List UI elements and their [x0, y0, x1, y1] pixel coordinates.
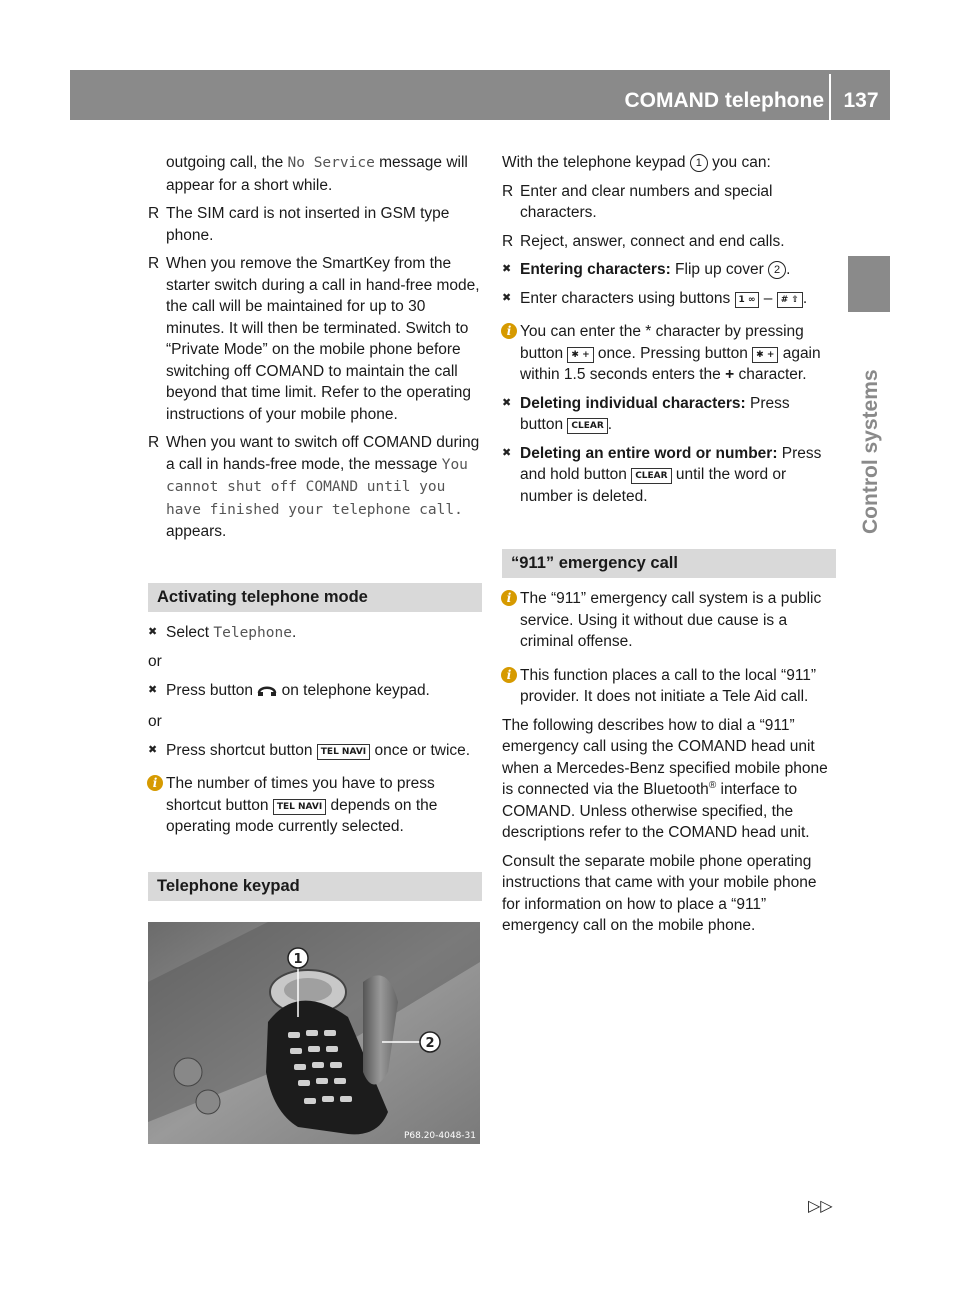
clear-key-icon: CLEAR — [567, 418, 607, 434]
section-heading: Telephone keypad — [148, 872, 482, 901]
callout-1-inline: 1 — [690, 154, 708, 172]
or-text: or — [148, 653, 162, 670]
action-step: ✖ Select Telephone. — [148, 623, 297, 641]
sidebar-section-label: Control systems — [859, 369, 882, 534]
telephone-keypad-photo — [148, 922, 480, 1144]
callout-1: 1 — [293, 952, 303, 967]
keypad-intro: With the telephone keypad 1 you can: — [502, 154, 771, 171]
info-note: i You can enter the * character by pressing button ✱ + once. Pressing button ✱ + again within 1.5 seconds enters the + character. — [502, 321, 836, 386]
action-step: ✖ Entering characters: Flip up cover 2 . — [502, 261, 791, 278]
action-step: ✖ Press button on telephone keypad. — [148, 680, 482, 705]
tel-navi-key-icon: TEL NAVI — [317, 744, 370, 760]
section-heading: “911” emergency call — [502, 549, 836, 578]
bullet-item: R Enter and clear numbers and special characters. — [502, 182, 773, 221]
right-column — [502, 152, 836, 944]
info-note: i The number of times you have to press shortcut button TEL NAVI depends on the operating mode currently selected. — [148, 773, 482, 838]
page-number: 137 — [843, 89, 879, 112]
phone-receiver-icon — [257, 682, 277, 705]
tel-navi-key-icon: TEL NAVI — [273, 799, 326, 815]
bullet-item: R Reject, answer, connect and end calls. — [502, 232, 785, 250]
info-note: i This function places a call to the local “911” provider. It does not initiate a Tele Aid call. — [502, 665, 836, 708]
or-text: or — [148, 713, 162, 730]
bullet-item: R The SIM card is not inserted in GSM type phone. — [148, 205, 450, 244]
info-icon: i — [501, 590, 517, 606]
action-step: ✖ Enter characters using buttons 1 ∞ – # ⇧ . — [502, 289, 808, 307]
clear-key-icon: CLEAR — [631, 468, 671, 484]
intro-paragraph: outgoing call, the No Service message will appear for a short while. — [166, 154, 468, 194]
header-divider — [829, 74, 831, 120]
info-note: i The “911” emergency call system is a public service. Using it without due cause is a criminal offense. — [502, 588, 836, 653]
info-icon: i — [147, 775, 163, 791]
key-hash-icon: # ⇧ — [777, 292, 803, 308]
callout-2-inline: 2 — [768, 261, 786, 279]
photo-reference-code: P68.20-4048-31 — [403, 1131, 476, 1141]
continue-marker: ▷▷ — [808, 1198, 833, 1215]
info-icon: i — [501, 323, 517, 339]
page-header-title: COMAND telephone — [624, 89, 824, 112]
action-step: ✖ Press shortcut button TEL NAVI once or twice. — [148, 741, 471, 759]
left-column — [148, 152, 482, 911]
section-heading: Activating telephone mode — [148, 583, 482, 612]
bullet-item: R When you remove the SmartKey from the starter switch during a call in hand-free mode, the call will be maintained for up to 30 minutes. It will then be terminated. Switch to “Private Mode” on the mobile phone before switching off COMAND to maintain the call beyond that time limit. Refer to the operating instructions of your mobile phone. — [148, 255, 480, 423]
star-key-icon: ✱ + — [567, 347, 593, 363]
star-key-icon: ✱ + — [752, 347, 778, 363]
action-step: ✖ Deleting individual characters: Press button CLEAR . — [502, 394, 790, 433]
body-paragraph: Consult the separate mobile phone operating instructions that came with your mobile phone for information on how to place a “911” emergency call on the mobile phone. — [502, 852, 817, 934]
info-icon: i — [501, 667, 517, 683]
bullet-item: R When you want to switch off COMAND during a call in hands-free mode, the message You cannot shut off COMAND until you have finished your telephone call. appears. — [148, 434, 480, 540]
action-step: ✖ Deleting an entire word or number: Press and hold button CLEAR until the word or number is deleted. — [502, 444, 822, 505]
callout-2: 2 — [425, 1036, 435, 1051]
body-paragraph: The following describes how to dial a “911” emergency call using the COMAND head unit when a Mercedes-Benz specified mobile phone is connected via the Bluetooth® interface to COMAND. Unless otherwise specified, the descriptions refer to the COMAND head unit. — [502, 716, 828, 841]
key-1-icon: 1 ∞ — [735, 292, 760, 308]
